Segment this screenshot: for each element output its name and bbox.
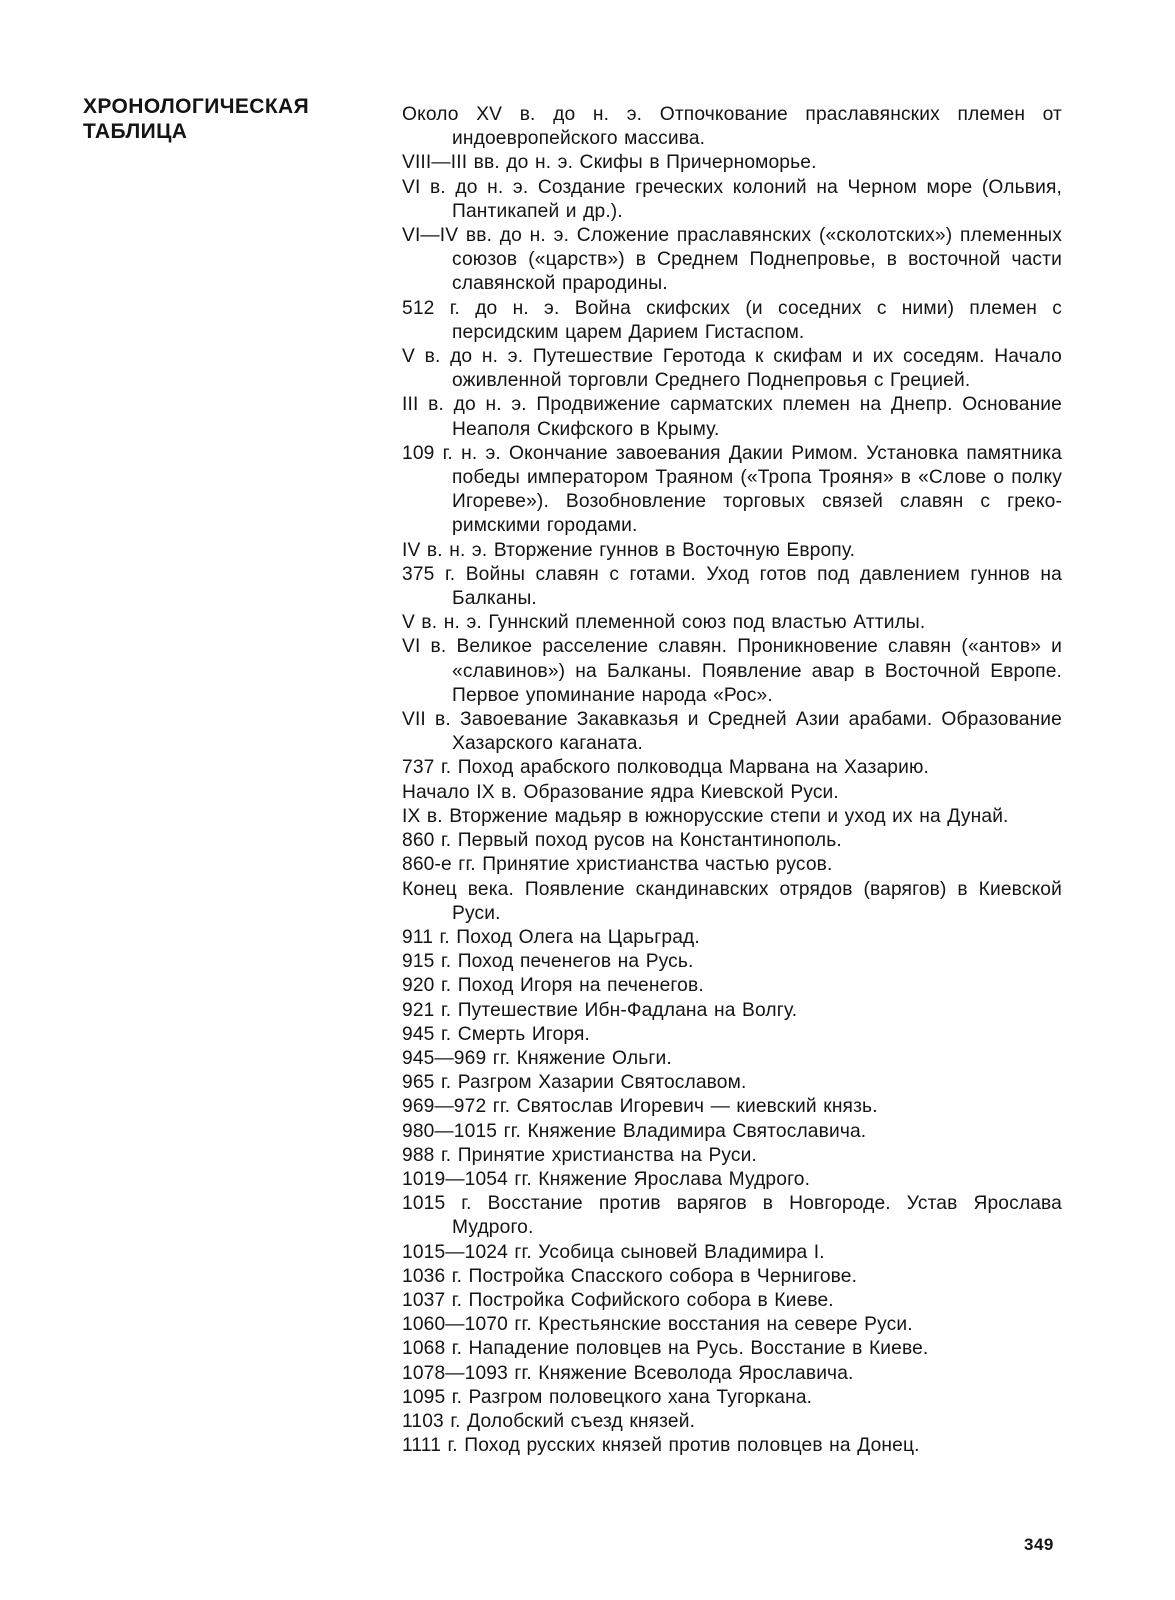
chronology-entry: III в. до н. э. Продвижение сарматских племен на Днепр. Основание Неаполя Скифского в Крыму. (402, 394, 1062, 440)
chronology-entry: 1036 г. Постройка Спасского собора в Чернигове. (402, 1265, 858, 1287)
chronology-entry: 969—972 гг. Святослав Игоревич — киевский князь. (402, 1096, 878, 1118)
chronology-entry: V в. до н. э. Путешествие Геротода к скифам и их соседям. Начало оживленной торговли Среднего Поднепровья с Грецией. (402, 346, 1062, 392)
chronology-entry: 1037 г. Постройка Софийского собора в Киеве. (402, 1289, 834, 1311)
chronology-entry: 860 г. Первый поход русов на Константинополь. (402, 830, 842, 852)
page-number: 349 (1024, 1535, 1054, 1554)
heading-line-2: ТАБЛИЦА (83, 120, 188, 143)
chronology-entry: VIII—III вв. до н. э. Скифы в Причерноморье. (402, 152, 817, 174)
chronology-entry: 375 г. Войны славян с готами. Уход готов под давлением гуннов на Балканы. (402, 563, 1062, 610)
chronology-entry: 920 г. Поход Игоря на печенегов. (402, 975, 704, 997)
chronology-entry: 512 г. до н. э. Война скифских (и соседних с ними) племен с персидским царем Дарием Гистаспом. (402, 297, 1062, 343)
chronology-entry: Начало IX в. Образование ядра Киевской Руси. (402, 781, 839, 803)
chronology-entry: VI в. до н. э. Создание греческих колоний на Черном море (Ольвия, Пантикапей и др.). (402, 176, 1062, 222)
chronology-entry: 1060—1070 гг. Крестьянские восстания на севере Руси. (402, 1314, 913, 1336)
chronology-entry: 980—1015 гг. Княжение Владимира Святославича. (402, 1120, 867, 1142)
chronology-entry: VII в. Завоевание Закавказья и Средней Азии арабами. Образование Хазарского каганата. (402, 709, 1062, 755)
chronology-entry: 988 г. Принятие христианства на Руси. (402, 1144, 758, 1166)
chronology-entry: 109 г. н. э. Окончание завоевания Дакии Римом. Установка памятника победы императором Траяном («Тропа Трояня» в «Слове о полку Игореве»). Возобновление торговых связей славян с греко-римскими городами. (402, 442, 1062, 537)
chronology-entry: 1019—1054 гг. Княжение Ярослава Мудрого. (402, 1168, 811, 1190)
chronology-entry: Около XV в. до н. э. Отпочкование праславянских племен от индоевропейского массива. (402, 104, 1062, 150)
heading-line-1: ХРОНОЛОГИЧЕСКАЯ (83, 95, 310, 118)
chronology-entry: 915 г. Поход печенегов на Русь. (402, 951, 694, 973)
chronology-entry: 1095 г. Разгром половецкого хана Тугоркана. (402, 1386, 813, 1408)
chronology-entry: 1068 г. Нападение половцев на Русь. Восстание в Киеве. (402, 1338, 929, 1360)
chronology-entry: VI—IV вв. до н. э. Сложение праславянских («сколотских») племенных союзов («царств») в Среднем Поднепровье, в восточной части славянской прародины. (402, 225, 1062, 295)
chronology-entry: 945 г. Смерть Игоря. (402, 1023, 590, 1045)
chronology-entry: VI в. Великое расселение славян. Проникновение славян («антов» и «славинов») на Балканы. Появление авар в Восточной Европе. Первое упоминание народа «Рос». (402, 636, 1062, 706)
chronology-entry: 1015 г. Восстание против варягов в Новгороде. Устав Ярослава Мудрого. (402, 1193, 1062, 1239)
chronology-entry: 1078—1093 гг. Княжение Всеволода Ярославича. (402, 1362, 854, 1384)
chapter-heading (83, 94, 343, 144)
chronology-entry: IV в. н. э. Вторжение гуннов в Восточную Европу. (402, 539, 856, 561)
chronology-entry: 965 г. Разгром Хазарии Святославом. (402, 1072, 747, 1094)
chronology-entry: 945—969 гг. Княжение Ольги. (402, 1047, 672, 1069)
chronology-entry: 737 г. Поход арабского полководца Марвана на Хазарию. (402, 757, 930, 779)
chronology-entry: V в. н. э. Гуннский племенной союз под властью Аттилы. (402, 612, 926, 634)
chronology-entry: 1015—1024 гг. Усобица сыновей Владимира I. (402, 1241, 825, 1263)
chronology-entry: 921 г. Путешествие Ибн-Фадлана на Волгу. (402, 999, 798, 1021)
chronology-entry: 911 г. Поход Олега на Царьград. (402, 926, 700, 948)
chronology-entry: 1103 г. Долобский съезд князей. (402, 1410, 696, 1432)
chronology-entry: 1111 г. Поход русских князей против половцев на Донец. (402, 1435, 920, 1457)
chronology-entry: 860-е гг. Принятие христианства частью русов. (402, 854, 833, 876)
chronology-entry: IX в. Вторжение мадьяр в южнорусские степи и уход их на Дунай. (402, 805, 1009, 827)
chronology-list (402, 103, 1062, 1458)
chronology-entry: Конец века. Появление скандинавских отрядов (варягов) в Киевской Руси. (402, 878, 1062, 924)
